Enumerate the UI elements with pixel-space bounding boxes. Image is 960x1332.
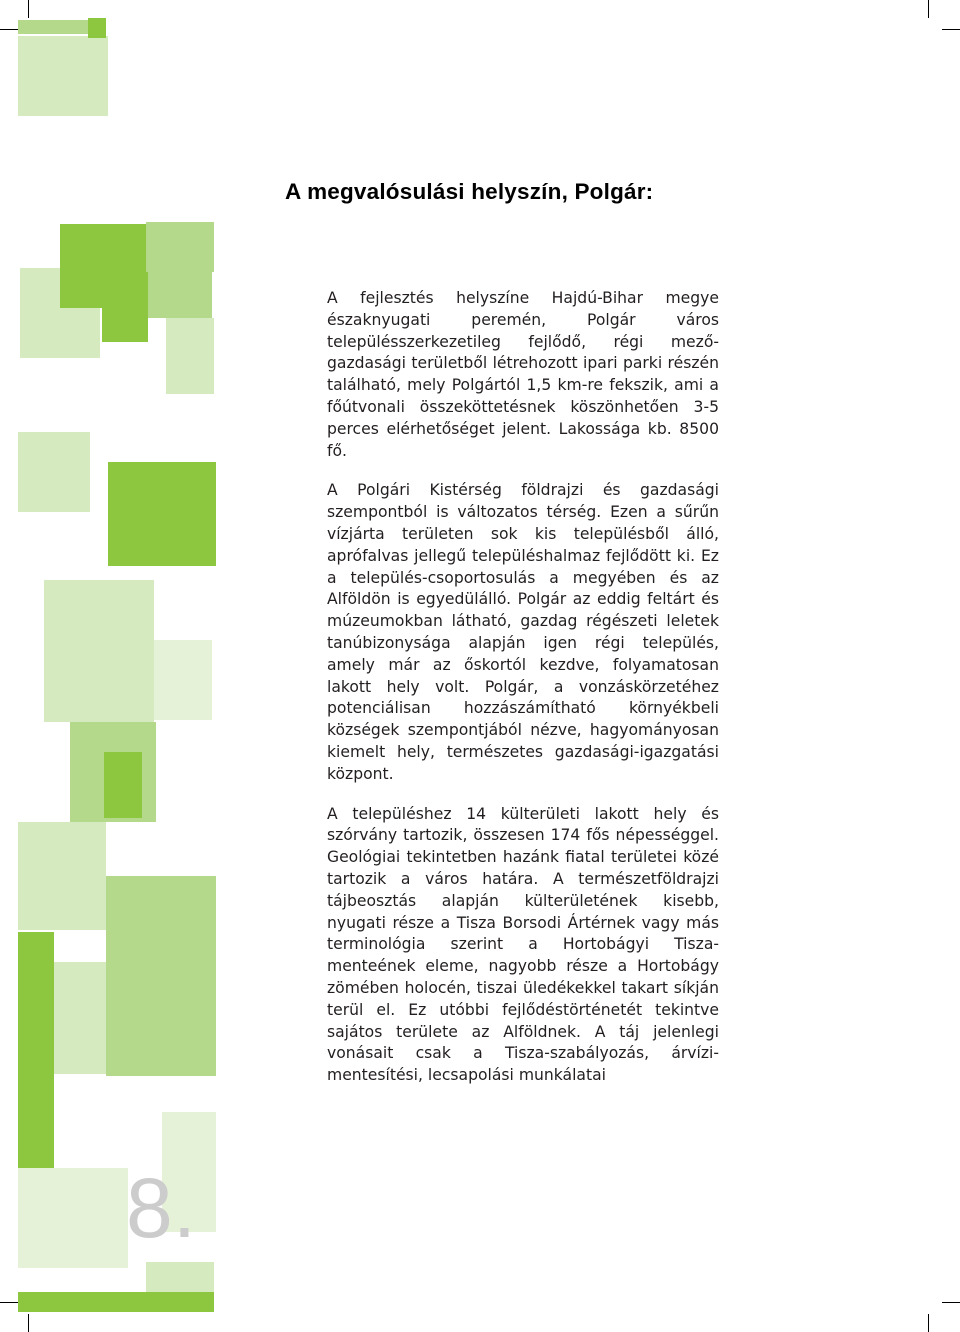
deco-square — [104, 752, 142, 818]
page-title: A megvalósulási helyszín, Polgár: — [285, 179, 654, 204]
page-number: 8. — [126, 1161, 197, 1255]
deco-square — [154, 640, 212, 720]
body-text — [327, 288, 719, 1087]
paragraph: A településhez 14 külterületi lakott hely és szórvány tartozik, összesen 174 fős népességgel. Geológiai tekintetben hazánk fiatal területei közé tartozik a város határa. A természetföldrajzi tájbeosztás alapján külterületének kisebb, nyugati része a Tisza Borsodi Ártérnek vagy más terminológia szerint a Hortobágyi Tisza-menteének eleme, nagyobb része a Hortobágy zömében holocén, tiszai üledékekkel takart síkján terül el. Ez utóbbi fejlődéstörténetét tekintve sajátos területe az Alföldnek. A táj jelenlegi vonásait csak a Tisza-szabályozás, árvízi-mentesítési, lecsapolási munkálatai — [327, 804, 719, 1085]
deco-square — [18, 1168, 128, 1268]
deco-square — [146, 1262, 214, 1294]
deco-square — [18, 36, 108, 116]
deco-square — [146, 222, 214, 272]
paragraph: A fejlesztés helyszíne Hajdú-Bihar megye északnyugati peremén, Polgár város településszerkezetileg fejlődő, régi mezőgazdasági területből létrehozott ipari parki részén található, mely Polgártól 1,5 km-re fekszik, ami a főútvonali összeköttetésnek köszönhetően 3-5 perces elérhetőséget jelent. Lakossága kb. 8500 fő. — [327, 289, 719, 460]
deco-square — [18, 822, 106, 930]
crop-mark — [928, 1314, 929, 1332]
crop-mark — [942, 1302, 960, 1303]
deco-square — [60, 224, 150, 308]
deco-square — [88, 18, 106, 38]
deco-square — [18, 1292, 214, 1312]
paragraph: A Polgári Kistérség földrajzi és gazdasági szempontból is változatos térség. Ezen a sűrűn vízjárta területen sok kis településből álló, aprófalvas jellegű településhalmaz fejlődött ki. Ez a település-csoportosulás a megyében és az Alföldön is egyedülálló. Polgár az eddig feltárt és múzeumokban látható, gazdag régészeti leletek tanúbizonysága alapján igen régi település, amely már az őskortól kezdve, folyamatosan lakott hely volt. Polgár, a vonzáskörzetéhez potenciálisan hozzászámítható környékbeli községek szempontjából nézve, hagyományosan kiemelt hely, természetes gazdasági-igazgatási központ. — [327, 481, 719, 783]
deco-square — [18, 20, 88, 34]
crop-mark — [0, 29, 18, 30]
deco-square — [102, 306, 148, 342]
crop-mark — [28, 1314, 29, 1332]
deco-square — [54, 962, 106, 1074]
crop-mark — [28, 0, 29, 18]
crop-mark — [942, 29, 960, 30]
crop-mark — [928, 0, 929, 18]
crop-mark — [0, 1302, 18, 1303]
deco-square — [106, 876, 216, 1076]
deco-square — [18, 432, 90, 512]
deco-square — [18, 932, 54, 1168]
deco-square — [44, 580, 154, 722]
deco-square — [108, 462, 216, 566]
deco-square — [166, 318, 214, 394]
deco-square — [148, 272, 212, 318]
